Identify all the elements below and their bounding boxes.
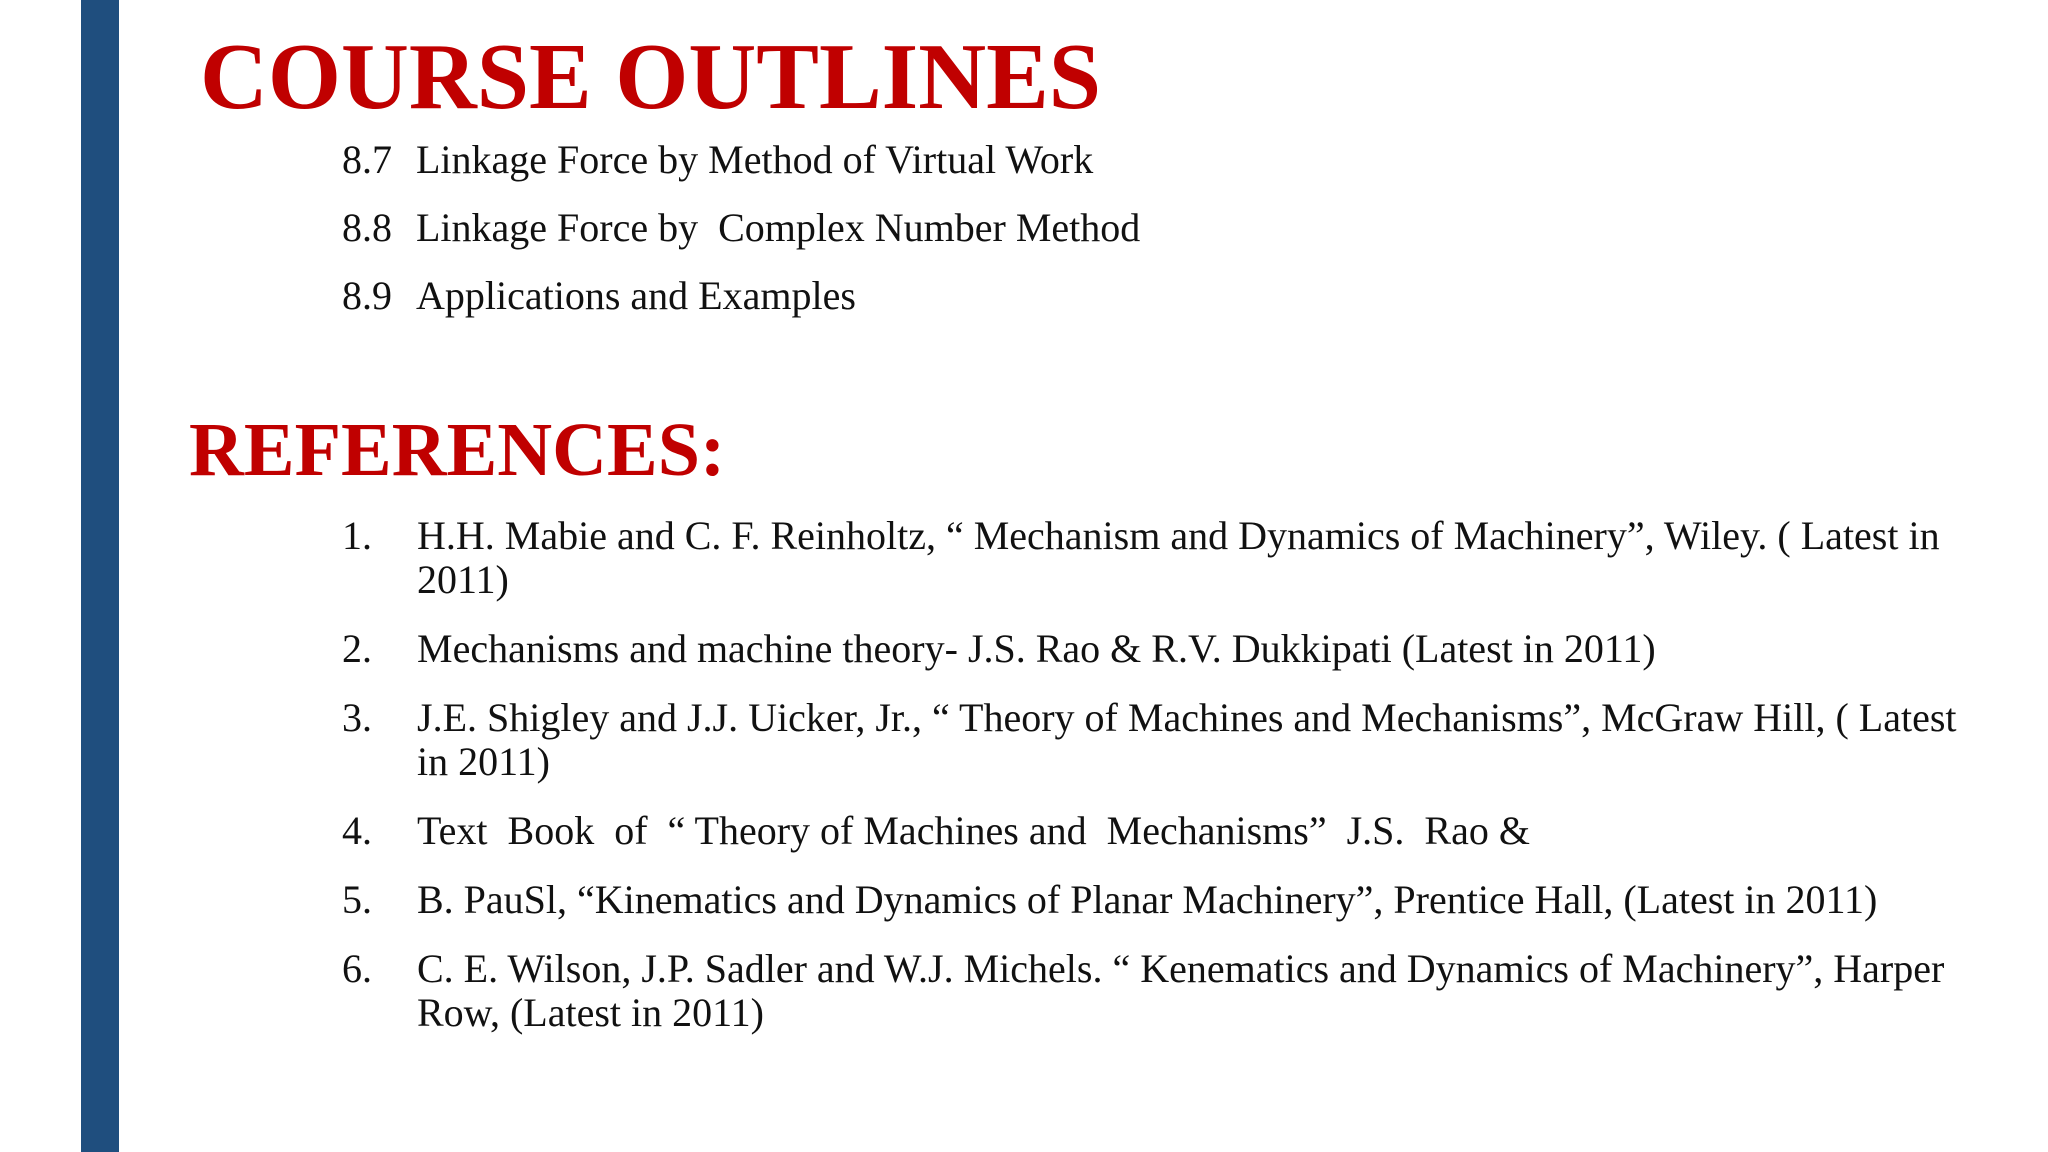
left-accent-bar (81, 0, 119, 1152)
reference-number: 6. (342, 946, 372, 991)
reference-item-4 (342, 809, 1962, 853)
reference-text: Text Book of “ Theory of Machines and Mechanisms” J.S. Rao & (417, 808, 1530, 853)
reference-number: 5. (342, 877, 372, 922)
reference-text: H.H. Mabie and C. F. Reinholtz, “ Mechanism and Dynamics of Machinery”, Wiley. ( Latest in 2011) (417, 513, 1940, 602)
reference-number: 4. (342, 808, 372, 853)
outline-item-8-7 (342, 136, 1140, 184)
reference-text: J.E. Shigley and J.J. Uicker, Jr., “ Theory of Machines and Mechanisms”, McGraw Hill, ( Latest in 2011) (417, 695, 1957, 784)
references-list (342, 514, 1962, 1060)
reference-item-2 (342, 627, 1962, 671)
outline-number: 8.8 (342, 205, 392, 250)
outline-item-8-9 (342, 272, 1140, 320)
outline-number: 8.9 (342, 273, 392, 318)
reference-item-3 (342, 696, 1962, 784)
outline-text: Applications and Examples (416, 273, 856, 318)
course-outlines-heading: COURSE OUTLINES (200, 25, 1102, 129)
outline-number: 8.7 (342, 137, 392, 182)
outline-text: Linkage Force by Complex Number Method (416, 205, 1141, 250)
reference-text: C. E. Wilson, J.P. Sadler and W.J. Michels. “ Kenematics and Dynamics of Machinery”, Harper Row, (Latest in 2011) (417, 946, 1945, 1035)
reference-text: B. PauSl, “Kinematics and Dynamics of Planar Machinery”, Prentice Hall, (Latest in 2011) (417, 877, 1878, 922)
outline-text: Linkage Force by Method of Virtual Work (416, 137, 1094, 182)
reference-number: 2. (342, 626, 372, 671)
reference-number: 3. (342, 695, 372, 740)
reference-text: Mechanisms and machine theory- J.S. Rao & R.V. Dukkipati (Latest in 2011) (417, 626, 1656, 671)
outline-item-8-8 (342, 204, 1140, 252)
reference-item-5 (342, 878, 1962, 922)
outline-list (342, 136, 1140, 340)
reference-number: 1. (342, 513, 372, 558)
reference-item-1 (342, 514, 1962, 602)
references-heading: REFERENCES: (189, 408, 726, 492)
reference-item-6 (342, 947, 1962, 1035)
